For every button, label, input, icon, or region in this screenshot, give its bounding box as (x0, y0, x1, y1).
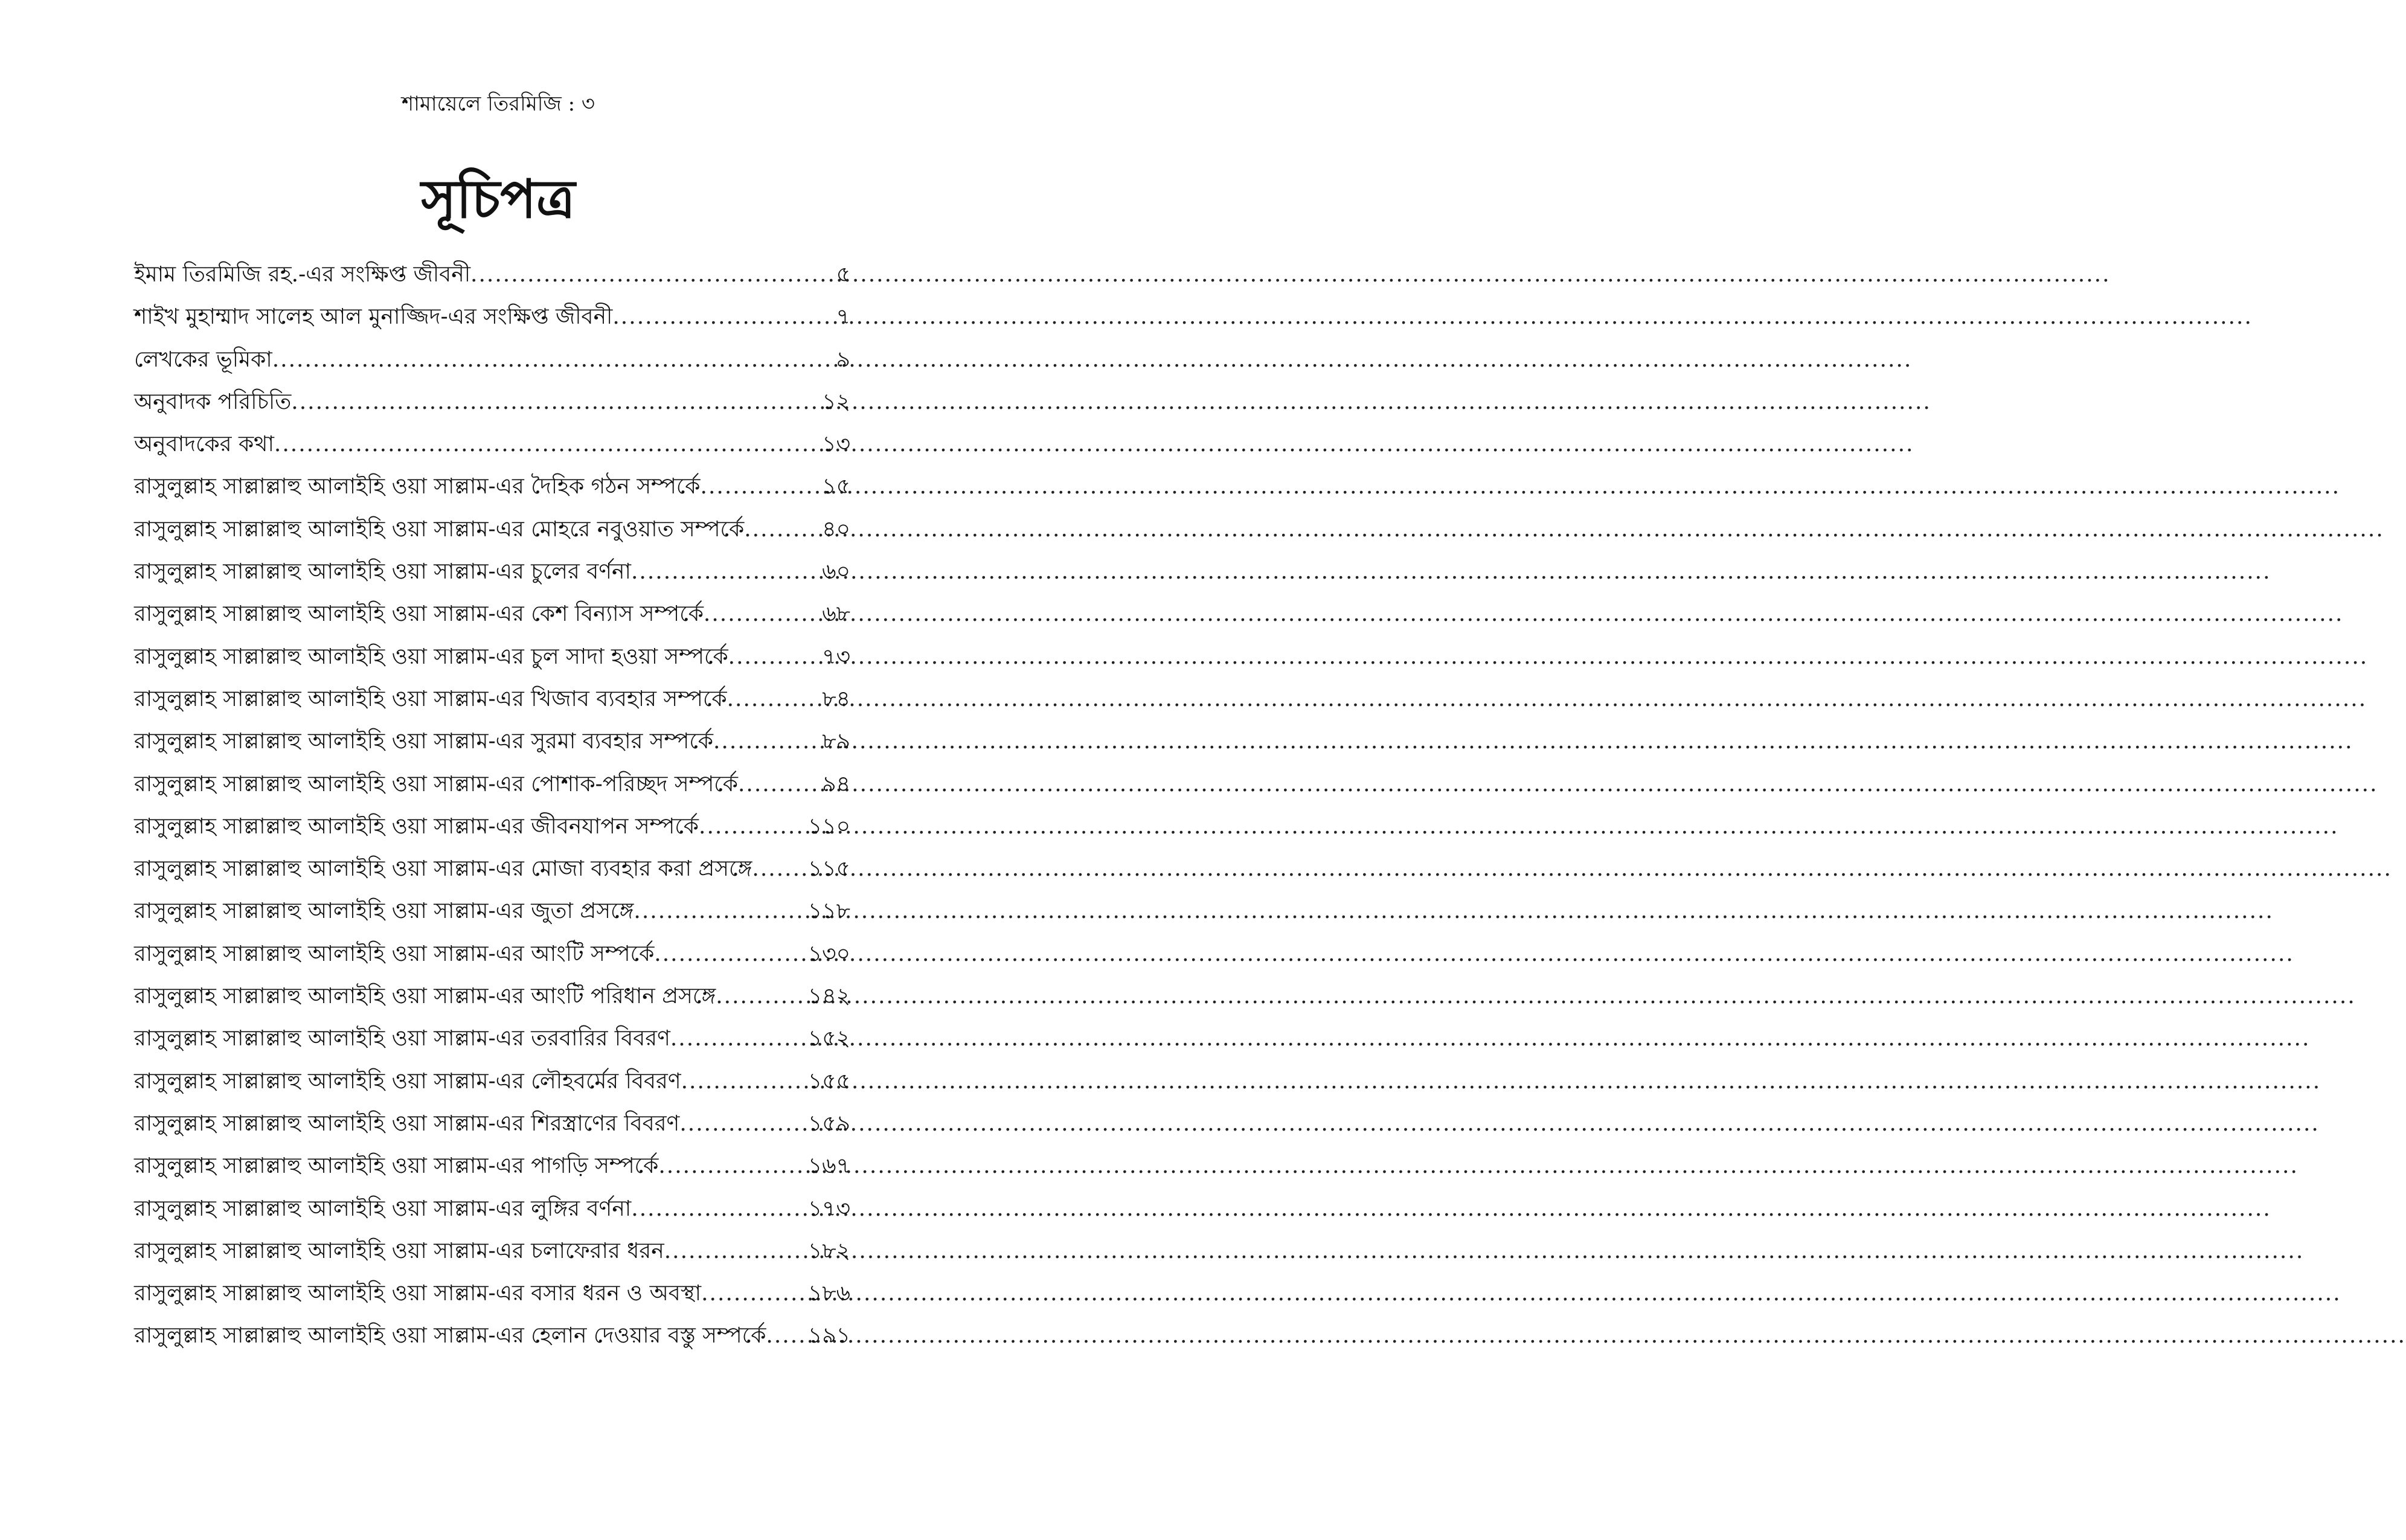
toc-entry (134, 1060, 850, 1103)
toc-entry-page: ১৮৬ (807, 1281, 850, 1306)
dot-leader (658, 1145, 806, 1187)
toc-entry-title: ইমাম তিরমিজি রহ.-এর সংক্ষিপ্ত জীবনী (134, 262, 470, 287)
toc-entry-page: ৭৩ (822, 644, 850, 669)
toc-entry-page: ১৩ (822, 432, 850, 457)
toc-entry-title: শাইখ মুহাম্মাদ সালেহ আল মুনাজ্জিদ-এর সংক্ষিপ্ত জীবনী (134, 304, 613, 330)
toc-entry-page: ১৮২ (807, 1238, 850, 1263)
toc-entry-page: ৭ (836, 304, 850, 330)
dot-leader (634, 890, 807, 932)
toc-entry (134, 1315, 850, 1357)
dot-leader (670, 1018, 807, 1060)
dot-leader (470, 254, 835, 296)
toc-entry (134, 1018, 850, 1060)
toc-entry (134, 890, 850, 932)
toc-entry (134, 423, 850, 466)
toc-entry-page: ১৫৯ (807, 1111, 850, 1136)
toc-entry-title: রাসুলুল্লাহ সাল্লাল্লাহু আলাইহি ওয়া সাল্লাম-এর জীবনযাপন সম্পর্কে (134, 813, 699, 839)
toc-entry-title: রাসুলুল্লাহ সাল্লাল্লাহু আলাইহি ওয়া সাল্লাম-এর চুলের বর্ণনা (134, 559, 631, 585)
toc-entry (134, 720, 850, 763)
dot-leader (713, 720, 821, 763)
toc-entry (134, 509, 850, 551)
dot-leader (744, 509, 821, 551)
toc-entry-page: ৯৪ (822, 771, 850, 797)
toc-entry-page: ৬০ (822, 559, 850, 585)
toc-entry-title: রাসুলুল্লাহ সাল্লাল্লাহু আলাইহি ওয়া সাল্লাম-এর মোহরে নবুওয়াত সম্পর্কে (134, 516, 745, 542)
toc-entry-title: অনুবাদকের কথা (134, 432, 274, 457)
toc-entry-title: লেখকের ভূমিকা (134, 347, 272, 372)
toc-entry-title: রাসুলুল্লাহ সাল্লাল্লাহু আলাইহি ওয়া সাল্লাম-এর মোজা ব্যবহার করা প্রসঙ্গে (134, 856, 752, 882)
toc-entry (134, 593, 850, 635)
toc-entry (134, 381, 850, 423)
toc-entry-title: রাসুলুল্লাহ সাল্লাল্লাহু আলাইহি ওয়া সাল্লাম-এর পোশাক-পরিচ্ছদ সম্পর্কে (134, 771, 738, 797)
toc-entry (134, 466, 850, 508)
dot-leader (274, 423, 821, 466)
dot-leader (612, 296, 835, 338)
toc-entry (134, 296, 850, 338)
toc-entry (134, 1188, 850, 1230)
toc-entry-page: ১৬৭ (807, 1153, 850, 1179)
toc-entry-title: রাসুলুল্লাহ সাল্লাল্লাহু আলাইহি ওয়া সাল্লাম-এর আংটি সম্পর্কে (134, 941, 655, 966)
toc-entry-title: রাসুলুল্লাহ সাল্লাল্লাহু আলাইহি ওয়া সাল্লাম-এর লুঙ্গির বর্ণনা (134, 1196, 632, 1221)
book-page (0, 0, 996, 1540)
dot-leader (766, 1315, 807, 1357)
toc-entry-page: ১৫ (822, 474, 850, 499)
toc-entry (134, 1272, 850, 1315)
toc-entry-page: ১৫২ (807, 1026, 850, 1051)
toc-entry (134, 975, 850, 1018)
toc-entry-page: ৪০ (822, 516, 850, 542)
dot-leader (679, 1103, 807, 1145)
toc-entry-title: রাসুলুল্লাহ সাল্লাল্লাহু আলাইহি ওয়া সাল্লাম-এর পাগড়ি সম্পর্কে (134, 1153, 659, 1179)
dot-leader (701, 1272, 807, 1315)
toc-entry-page: ১৩০ (807, 941, 850, 966)
toc-entry-page: ৬৮ (822, 602, 850, 627)
toc-entry-page: ১৭৩ (807, 1196, 850, 1221)
toc-entry (134, 1145, 850, 1187)
toc-entry (134, 1103, 850, 1145)
toc-entry (134, 254, 850, 296)
dot-leader (272, 339, 835, 381)
dot-leader (654, 933, 807, 975)
toc-entry-page: ১১৮ (807, 899, 850, 924)
toc-entry-page: ৯ (836, 347, 850, 372)
toc-entry (134, 678, 850, 720)
dot-leader (738, 763, 821, 806)
toc-entry-page: ১৫৫ (807, 1068, 850, 1094)
dot-leader (631, 551, 821, 593)
toc-entry-title: রাসুলুল্লাহ সাল্লাল্লাহু আলাইহি ওয়া সাল্লাম-এর আংটি পরিধান প্রসঙ্গে (134, 984, 716, 1009)
toc-entry (134, 848, 850, 890)
toc-entry-page: ৫ (836, 262, 850, 287)
toc-entry (134, 763, 850, 806)
toc-entry-page: ১২ (822, 389, 850, 414)
dot-leader (631, 1188, 807, 1230)
dot-leader (716, 975, 807, 1018)
toc-entry-page: ১৯১ (807, 1323, 850, 1349)
toc-entry (134, 551, 850, 593)
toc-entry-page: ১৪২ (807, 984, 850, 1009)
toc-entry-title: রাসুলুল্লাহ সাল্লাল্লাহু আলাইহি ওয়া সাল্লাম-এর শিরস্ত্রাণের বিবরণ (134, 1111, 680, 1136)
dot-leader (701, 466, 821, 508)
toc-entry-title: রাসুলুল্লাহ সাল্লাল্লাহু আলাইহি ওয়া সাল্লাম-এর জুতা প্রসঙ্গে (134, 899, 634, 924)
dot-leader (727, 678, 821, 720)
dot-leader (681, 1060, 807, 1103)
toc-entry-title: রাসুলুল্লাহ সাল্লাল্লাহু আলাইহি ওয়া সাল্লাম-এর চুল সাদা হওয়া সম্পর্কে (134, 644, 728, 669)
toc-entry-title: রাসুলুল্লাহ সাল্লাল্লাহু আলাইহি ওয়া সাল্লাম-এর দৈহিক গঠন সম্পর্কে (134, 474, 701, 499)
toc-entry-page: ৮৯ (822, 729, 850, 754)
dot-leader (664, 1230, 807, 1272)
toc-entry-title: রাসুলুল্লাহ সাল্লাল্লাহু আলাইহি ওয়া সাল্লাম-এর লৌহবর্মের বিবরণ (134, 1068, 681, 1094)
toc-entry-page: ১১৫ (807, 856, 850, 882)
toc-entry-title: রাসুলুল্লাহ সাল্লাল্লাহু আলাইহি ওয়া সাল্লাম-এর তরবারির বিবরণ (134, 1026, 670, 1051)
toc-entry-title: রাসুলুল্লাহ সাল্লাল্লাহু আলাইহি ওয়া সাল্লাম-এর হেলান দেওয়ার বস্তু সম্পর্কে (134, 1323, 766, 1349)
toc-entry (134, 636, 850, 678)
dot-leader (752, 848, 807, 890)
running-head: শামায়েলে তিরমিজি : ৩ (401, 92, 595, 116)
toc-entry-title: রাসুলুল্লাহ সাল্লাল্লাহু আলাইহি ওয়া সাল্লাম-এর খিজাব ব্যবহার সম্পর্কে (134, 686, 727, 711)
dot-leader (699, 806, 807, 848)
table-of-contents (134, 254, 850, 1358)
toc-entry-title: রাসুলুল্লাহ সাল্লাল্লাহু আলাইহি ওয়া সাল্লাম-এর কেশ বিন্যাস সম্পর্কে (134, 602, 704, 627)
toc-entry-title: রাসুলুল্লাহ সাল্লাল্লাহু আলাইহি ওয়া সাল্লাম-এর চলাফেরার ধরন (134, 1238, 664, 1263)
toc-entry (134, 339, 850, 381)
dot-leader (291, 381, 821, 423)
toc-entry-title: রাসুলুল্লাহ সাল্লাল্লাহু আলাইহি ওয়া সাল্লাম-এর সুরমা ব্যবহার সম্পর্কে (134, 729, 713, 754)
dot-leader (728, 636, 821, 678)
page-title: সূচিপত্র (421, 168, 576, 230)
toc-entry-title: রাসুলুল্লাহ সাল্লাল্লাহু আলাইহি ওয়া সাল্লাম-এর বসার ধরন ও অবস্থা (134, 1281, 702, 1306)
toc-entry-title: অনুবাদক পরিচিতি (134, 389, 292, 414)
toc-entry-page: ৮৪ (822, 686, 850, 711)
toc-entry (134, 933, 850, 975)
dot-leader (704, 593, 821, 635)
toc-entry (134, 1230, 850, 1272)
toc-entry-page: ১১০ (807, 813, 850, 839)
toc-entry (134, 806, 850, 848)
